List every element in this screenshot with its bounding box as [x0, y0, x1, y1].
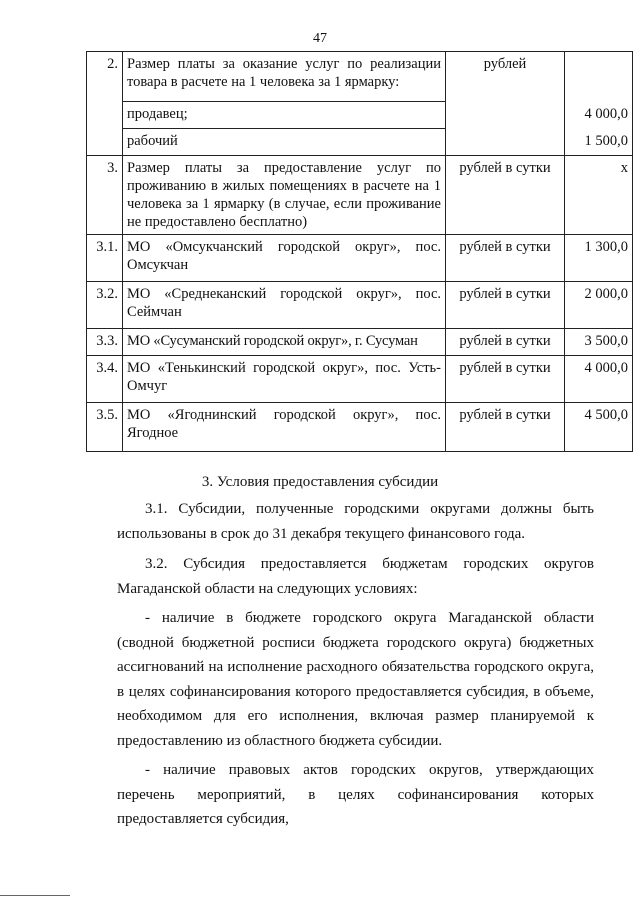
table-row	[87, 156, 633, 235]
row-value: 3 500,0	[565, 329, 633, 356]
row-description: МО «Омсукчанский городской округ», пос. Омсукчан	[123, 235, 446, 282]
row-value: 4 000,0	[565, 102, 633, 129]
paragraph: 3.1. Субсидии, полученные городскими округами должны быть использованы в срок до 31 декабря текущего финансового года.	[117, 501, 594, 542]
row-value: х	[565, 156, 633, 235]
row-value: 2 000,0	[565, 282, 633, 329]
paragraph: - наличие в бюджете городского округа Магаданской области (сводной бюджетной росписи бюджета городского округа) бюджетных ассигнований на исполнение расходного обязательства городского округа, в целях софинансирования которого предоставляется субсидия, в объеме, необходимом для его исполнения, включая размер планируемой к предоставлению из областного бюджета субсидии.	[117, 610, 594, 749]
table-row	[87, 52, 633, 102]
table-row	[87, 282, 633, 329]
row-unit: рублей в сутки	[446, 282, 565, 329]
row-unit: рублей в сутки	[446, 403, 565, 452]
row-description: рабочий	[123, 129, 446, 156]
row-number: 2.	[87, 52, 123, 102]
row-unit: рублей	[446, 52, 565, 102]
row-description: Размер платы за предоставление услуг по проживанию в жилых помещениях в расчете на 1 человека за 1 ярмарку (в случае, если проживание не предоставлено бесплатно)	[123, 156, 446, 235]
row-description: МО «Ягоднинский городской округ», пос. Ягодное	[123, 403, 446, 452]
table-row	[87, 329, 633, 356]
row-description: Размер платы за оказание услуг по реализации товара в расчете на 1 человека за 1 ярмарку:	[123, 52, 446, 102]
row-unit: рублей в сутки	[446, 356, 565, 403]
row-unit	[446, 102, 565, 129]
fees-table	[86, 51, 633, 452]
row-value	[565, 52, 633, 102]
row-value: 4 000,0	[565, 356, 633, 403]
row-unit	[446, 129, 565, 156]
row-description: продавец;	[123, 102, 446, 129]
row-number: 3.	[87, 156, 123, 235]
row-unit: рублей в сутки	[446, 156, 565, 235]
row-value: 1 500,0	[565, 129, 633, 156]
row-value: 1 300,0	[565, 235, 633, 282]
row-number	[87, 102, 123, 129]
page-number: 47	[313, 31, 327, 46]
row-number: 3.2.	[87, 282, 123, 329]
table-row	[87, 235, 633, 282]
row-number: 3.3.	[87, 329, 123, 356]
table-row	[87, 403, 633, 452]
table-row	[87, 129, 633, 156]
row-number: 3.5.	[87, 403, 123, 452]
paragraph: 3.2. Субсидия предоставляется бюджетам городских округов Магаданской области на следующих условиях:	[117, 556, 594, 597]
row-unit: рублей в сутки	[446, 235, 565, 282]
row-number	[87, 129, 123, 156]
table-row	[87, 356, 633, 403]
row-number: 3.4.	[87, 356, 123, 403]
row-unit: рублей в сутки	[446, 329, 565, 356]
row-description: МО «Среднеканский городской округ», пос. Сеймчан	[123, 282, 446, 329]
row-description: МО «Сусуманский городской округ», г. Сусуман	[123, 329, 446, 356]
row-description: МО «Тенькинский городской округ», пос. Усть-Омчуг	[123, 356, 446, 403]
row-value: 4 500,0	[565, 403, 633, 452]
table-row	[87, 102, 633, 129]
section-title: 3. Условия предоставления субсидии	[201, 474, 439, 490]
scan-mark	[0, 895, 70, 896]
paragraph: - наличие правовых актов городских округов, утверждающих перечень мероприятий, в целях софинансирования которых предоставляется субсидия,	[117, 762, 594, 827]
row-number: 3.1.	[87, 235, 123, 282]
